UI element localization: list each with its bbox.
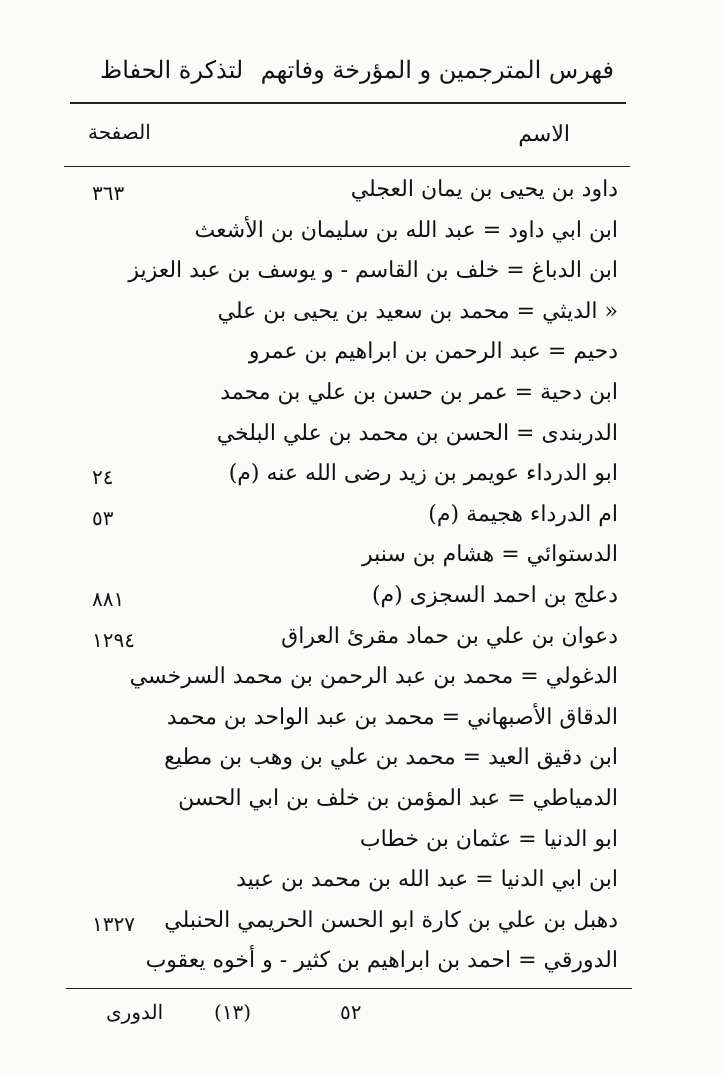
footer-sheet-number: (١٣) — [214, 1000, 252, 1024]
entry-page: ٣٦٣ — [92, 181, 125, 205]
list-item — [0, 946, 726, 987]
list-item — [0, 865, 726, 906]
entry-name: داود بن يحيى بن يمان العجلي — [350, 177, 618, 202]
entry-name: ابن دقيق العيد = محمد بن علي بن وهب بن مطيع — [164, 745, 618, 771]
column-rule — [64, 166, 630, 167]
column-header-name: الاسم — [518, 122, 570, 147]
list-item — [0, 256, 726, 297]
list-item — [0, 540, 726, 581]
list-item — [0, 622, 726, 663]
entry-name: ام الدرداء هجيمة (م) — [428, 501, 618, 527]
entry-page: ١٢٩٤ — [92, 627, 135, 652]
entry-name: ابن ابي الدنيا = عبد الله بن محمد بن عبيد — [236, 867, 618, 893]
entry-name: ابو الدنيا = عثمان بن خطاب — [359, 826, 618, 852]
list-item — [0, 459, 726, 500]
list-item — [0, 825, 726, 866]
list-item — [0, 662, 726, 703]
entry-name: دحيم = عبد الرحمن بن ابراهيم بن عمرو — [248, 339, 618, 365]
entry-name: الدغولي = محمد بن عبد الرحمن بن محمد السرخسي — [129, 664, 618, 690]
entry-page: ٢٤ — [92, 465, 114, 490]
list-item — [0, 378, 726, 419]
entry-name: الدستوائي = هشام بن سنبر — [361, 542, 618, 568]
entry-name: الدورقي = احمد بن ابراهيم بن كثير - و أخوه يعقوب — [145, 948, 618, 974]
entry-name: « الديثي = محمد بن سعيد بن يحيى بن علي — [217, 298, 618, 324]
entry-name: ابن ابي داود = عبد الله بن سليمان بن الأشعث — [194, 217, 618, 243]
entry-name: ابن الدباغ = خلف بن القاسم - و يوسف بن عبد العزيز — [128, 258, 618, 284]
entry-name: الدمياطي = عبد المؤمن بن خلف بن ابي الحسن — [178, 785, 618, 811]
footer-page-number: ٥٢ — [340, 1000, 362, 1024]
entry-name: دعوان بن علي بن حماد مقرئ العراق — [281, 623, 618, 649]
list-item — [0, 175, 726, 216]
entry-list — [0, 175, 726, 987]
entry-page: ٥٣ — [92, 505, 114, 530]
book-title: لتذكرة الحفاظ — [100, 56, 244, 84]
column-header-page: الصفحة — [88, 120, 151, 144]
entry-name: ابن دحية = عمر بن حسن بن علي بن محمد — [220, 379, 618, 405]
header-title: فهرس المترجمين و المؤرخة وفاتهم — [260, 56, 614, 84]
list-item — [0, 906, 726, 947]
entry-name: ابو الدرداء عويمر بن زيد رضى الله عنه (م) — [228, 461, 618, 487]
entry-page: ١٣٢٧ — [92, 911, 135, 936]
list-item — [0, 500, 726, 541]
footer-signature: الدورى — [106, 1000, 164, 1024]
list-item — [0, 337, 726, 378]
entry-name: الدقاق الأصبهاني = محمد بن عبد الواحد بن محمد — [166, 704, 618, 730]
list-item — [0, 297, 726, 338]
entry-page: ٨٨١ — [92, 586, 125, 611]
footer-rule — [66, 988, 632, 989]
entry-name: دهبل بن علي بن كارة ابو الحسن الحريمي الحنبلي — [164, 907, 618, 933]
list-item — [0, 703, 726, 744]
header-rule — [70, 102, 626, 104]
entry-name: دعلج بن احمد السجزى (م) — [371, 582, 618, 608]
list-item — [0, 743, 726, 784]
list-item — [0, 581, 726, 622]
list-item — [0, 419, 726, 460]
list-item — [0, 784, 726, 825]
entry-name: الدربندى = الحسن بن محمد بن علي البلخي — [216, 420, 618, 446]
list-item — [0, 216, 726, 257]
